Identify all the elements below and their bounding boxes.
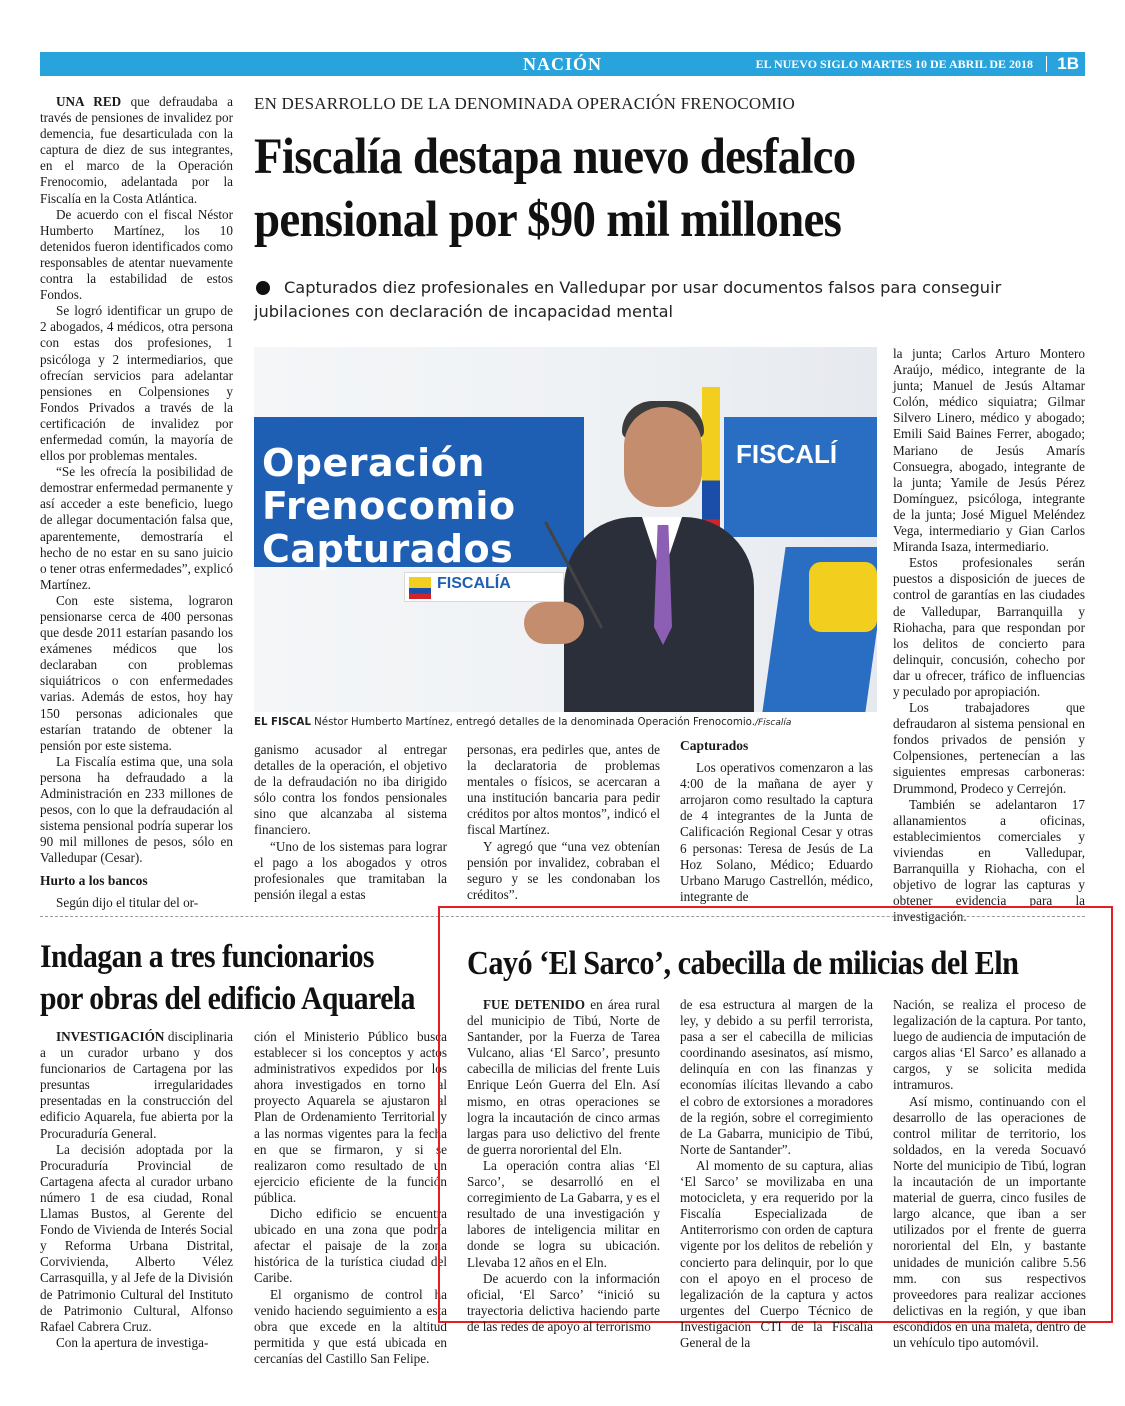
- lead-text: disciplinaria a un curador urbano y dos funcionarios de Cartagena por las presuntas irregularidades presentadas en la construcción del edificio Aquarela, fue abierta por la Procuraduría General.: [40, 1029, 233, 1141]
- lead-in: INVESTIGACIÓN: [56, 1029, 165, 1044]
- lead-text: que defraudaba a través de pensiones de invalidez por demencia, fue desarticulada con la captura de diez de sus integrantes, en el marco de la Operación Frenocomio, adelantada por la Fiscalía en la Costa Atlántica.: [40, 94, 234, 206]
- story3-column-3: [893, 997, 1086, 1351]
- speaker-head: [624, 407, 702, 507]
- story1-kicker: EN DESARROLLO DE LA DENOMINADA OPERACIÓN FRENOCOMIO: [254, 94, 795, 113]
- paragraph: “Se les ofrecía la posibilidad de demostrar enfermedad permanente y así acceder a este beneficio, luego de allegar documentación falsa que, aparentemente, demostraría el hecho de no estar en su sano juicio o tener otras enfermedades”, explicó Martínez.: [40, 464, 233, 592]
- paragraph: de esa estructura al margen de la ley, y debido a su perfil terrorista, pasa a ser el cabecilla de milicias coordinando asesinatos, así mismo, delinquía en con las finanzas y economías ilícitas llevando a cabo el cobro de extorsiones a moradores de la región, sobre el corregimiento de La Gabarra, municipio de Tibú, Norte de Santander”.: [680, 997, 873, 1157]
- paragraph: Los operativos comenzaron a las 4:00 de la mañana de ayer y arrojaron como resultado la captura de 4 integrantes de la Junta de Calificación Regional Cesar y otras 6 personas: Teresa de Jesús de La Hoz Solano, Médico; Eduardo Urbano Marugo Castrellón, médico, integrante de: [680, 760, 873, 904]
- paragraph: Al momento de su captura, alias ‘El Sarco’ se movilizaba en una motocicleta, y era requerido por la Fiscalía Especializada de Antiterrorismo con orden de captura vigente por los delitos de rebelión y concierto para delinquir, por lo que con el apoyo en el proceso de legalización de la captura y actos urgentes del Cuerpo Técnico de Investigación CTI de la Fiscalía General de la: [680, 1157, 873, 1350]
- section-header-band: [40, 52, 1085, 76]
- paragraph: Y agregó que “una vez obtenían pensión por invalidez, cobraban el seguro y se les condonaban los créditos”.: [467, 838, 660, 902]
- photo-caption: [254, 717, 877, 728]
- paragraph: La operación contra alias ‘El Sarco’, se desarrolló en el corregimiento de La Gabarra, y es el resultado de una investigación y labores de inteligencia militar en donde se logra su ubicación. Llevaba 12 años en el Eln.: [467, 1157, 660, 1270]
- flag-icon: [409, 577, 431, 599]
- dateline: EL NUEVO SIGLO MARTES 10 DE ABRIL DE 2018: [755, 57, 1033, 71]
- paragraph: De acuerdo con la información oficial, ‘El Sarco’ “inició su trayectoria delictiva haciendo parte de las redes de apoyo al terrorismo: [467, 1270, 660, 1334]
- paragraph: ganismo acusador al entregar detalles de la operación, el objetivo de la defraudación no iba dirigido sólo contra los fondos pensionales sino que alcanzaba al sistema financiero.: [254, 742, 447, 838]
- header-divider: [1046, 56, 1047, 72]
- story1-column-1: [40, 94, 233, 911]
- paragraph: El organismo de control ha venido haciendo seguimiento a esta obra que excede en la altitud permitida y que está ubicada en cercanías del Castillo San Felipe.: [254, 1286, 447, 1366]
- paragraph: [40, 1029, 233, 1142]
- story1-column-3: [467, 742, 660, 903]
- paragraph: Nación, se realiza el proceso de legalización de la captura. Por tanto, luego de audiencia de imputación de cargos alias ‘El Sarco’ es allanado a cargos, y se solicita medida intramuros.: [893, 997, 1086, 1093]
- caption-label: EL FISCAL: [254, 717, 311, 728]
- story1-headline: Fiscalía destapa nuevo desfalco pensional por $90 mil millones: [254, 129, 856, 248]
- section-label: NACIÓN: [522, 54, 602, 74]
- photo-credit: /Fiscalía: [754, 718, 792, 728]
- paragraph: “Uno de los sistemas para lograr el pago a los abogados y otros profesionales que tramitaban la pensión ilegal a estas: [254, 838, 447, 902]
- paragraph: Los trabajadores que defraudaron al sistema pensional en fondos privados de pensión y Colpensiones, pertenecían a las siguientes empresas carboneras: Drummond, Prodeco y Cerrejón.: [893, 700, 1085, 796]
- story1-column-2: [254, 742, 447, 903]
- story2-headline: Indagan a tres funcionarios por obras del edificio Aquarela: [40, 939, 415, 1017]
- speaker-hand: [524, 602, 584, 644]
- paragraph: La decisión adoptada por la Procuraduría Provincial de Cartagena afecta al curador urbano número 1 de esa ciudad, Ronal Llamas Bustos, al Gerente del Fondo de Vivienda de Interés Social y Reforma Urbana Distrital, Corvivienda, Alberto Vélez Carrasquilla, y al Jefe de la División de Patrimonio Cultural del Instituto de Patrimonio Cultural, Alfonso Rafael Cabrera Cruz.: [40, 1141, 233, 1334]
- story3-column-1: [467, 997, 660, 1335]
- paragraph: La Fiscalía estima que, una sola persona ha defraudado a la Administración en 233 millones de pesos, con lo que la defraudación al sistema pensional podría superar los 90 mil millones de pesos, sólo en Valledupar (Cesar).: [40, 753, 233, 866]
- paragraph: Según dijo el titular del or-: [56, 894, 199, 910]
- photo-right-screen: [724, 417, 877, 537]
- story1-column-5: [893, 346, 1085, 925]
- paragraph: la junta; Carlos Arturo Montero Araújo, médico, integrante de la junta; Manuel de Jesús Altamar Colón, médico siquiatra; Gilmar Silvero Linero, médico y abogado; Emili Said Baines Ferrer, abogado; Mariano de Jesús Amarís Consuegra, abogado, integrante de la junta; Yamile de Jesús Pérez Domínguez, psicóloga, integrante de la junta; José Miguel Meléndez Vega, intermediario y Gian Carlos Miranda Isaza, intermediario.: [893, 346, 1085, 555]
- paragraph: Con la apertura de investiga-: [56, 1334, 209, 1350]
- lead-text: en área rural del municipio de Tibú, Norte de Santander, por la Fuerza de Tarea Vulcano, alias ‘El Sarco’, presunto cabecilla de milicias del frente Luis Enrique León Guerra del Eln. Así mismo, en otras operaciones se logra la incautación de cinco armas largas para uso delictivo del frente de guerra nororiental del Eln.: [467, 997, 660, 1157]
- photo-right-screen-text: FISCALÍ: [736, 439, 838, 469]
- photo-screen-text: Operación Frenocomio Capturados: [262, 441, 516, 571]
- puzzle-icon: [809, 562, 877, 632]
- paragraph: personas, era pedirles que, antes de la declaratoria de problemas mentales o físicos, se acercaran a una institución bancaria para pedir créditos por altos montos”, indicó el fiscal Martínez.: [467, 742, 660, 838]
- subheading: Capturados: [680, 738, 749, 753]
- fiscalia-logo: [404, 572, 564, 602]
- paragraph: También se adelantaron 17 allanamientos a oficinas, establecimientos comerciales y viviendas en Valledupar, Barranquilla y Riohacha, con el objetivo de lograr las capturas y obtener evidencia para la investigación.: [893, 796, 1085, 925]
- paragraph: Estos profesionales serán puestos a disposición de jueces de control de garantías en las ciudades de Valledupar, Barranquilla y Riohacha, para que respondan por los delitos de concierto para delinquir, concusión, cohecho por dar u ofrecer, tráfico de influencias y peculado por apropiación.: [893, 555, 1085, 699]
- caption-text: Néstor Humberto Martínez, entregó detalles de la denominada Operación Frenocomio.: [310, 717, 755, 728]
- story3-column-2: [680, 997, 873, 1351]
- story1-summary: Capturados diez profesionales en Valledupar por usar documentos falsos para conseguir jubilaciones con declaración de incapacidad mental: [254, 278, 1002, 321]
- story1-column-4: [680, 738, 873, 905]
- paragraph: ción el Ministerio Público busca establecer si los conceptos y actos administrativos expedidos por los ahora investigados en torno al proyecto Aquarela se ajustaron al Plan de Ordenamiento Territorial y a las normas vigentes para la fecha en que se firmaron, y si se realizaron como resultado de un ejercicio eficiente de la función pública.: [254, 1029, 447, 1205]
- paragraph: Así mismo, continuando con el desarrollo de las operaciones de control militar de territorio, los soldados, en la vereda Socuavó Norte del municipio de Tibú, logran la incautación de un importante material de guerra, cinco fusiles de largo alcance, que iban a ser utilizados por el frente de guerra nororiental del Eln, y bastante unidades de munición calibre 5.56 mm. con sus respectivos proveedores para realizar acciones delictivas en la región, y que iban escondidos en una maleta, dentro de un vehículo tipo automóvil.: [893, 1093, 1086, 1350]
- paragraph: Dicho edificio se encuentra ubicado en una zona que podría afectar el paisaje de la zona histórica de la turística ciudad del Caribe.: [254, 1206, 447, 1286]
- paragraph: [40, 94, 233, 207]
- paragraph: [467, 997, 660, 1158]
- logo-text: FISCALÍA: [437, 575, 511, 592]
- paragraph: Con este sistema, lograron pensionarse cerca de 400 personas que desde 2011 estarían pasando los exámenes médicos que los declaraban con problemas siquiátricos o con enfermedades varias. Además de estos, hoy hay 150 personas adicionales que estarían tratando de obtener la pensión por este sistema.: [40, 592, 233, 753]
- story3-headline: Cayó ‘El Sarco’, cabecilla de milicias del Eln: [467, 945, 1019, 982]
- page-number: 1B: [1057, 54, 1079, 73]
- subheading: Hurto a los bancos: [40, 872, 148, 888]
- lead-in: UNA RED: [56, 94, 122, 109]
- news-photo: [254, 347, 877, 712]
- story2-column-1: [40, 1029, 233, 1351]
- paragraph: Se logró identificar un grupo de 2 abogados, 4 médicos, otra persona con estas dos profesiones, 1 psicóloga y 2 intermediarios, que ofrecían servicios para adelantar pensiones en Colpensiones y Fondos Privados a través de la certificación de invalidez por enfermedad común, la mayoría de ellos por problemas mentales.: [40, 303, 233, 464]
- story2-column-2: [254, 1029, 447, 1367]
- paragraph: De acuerdo con el fiscal Néstor Humberto Martínez, los 10 detenidos fueron identificados como responsables de atentar nuevamente contra la estabilidad de estos Fondos.: [40, 206, 233, 303]
- lead-in: FUE DETENIDO: [483, 997, 585, 1012]
